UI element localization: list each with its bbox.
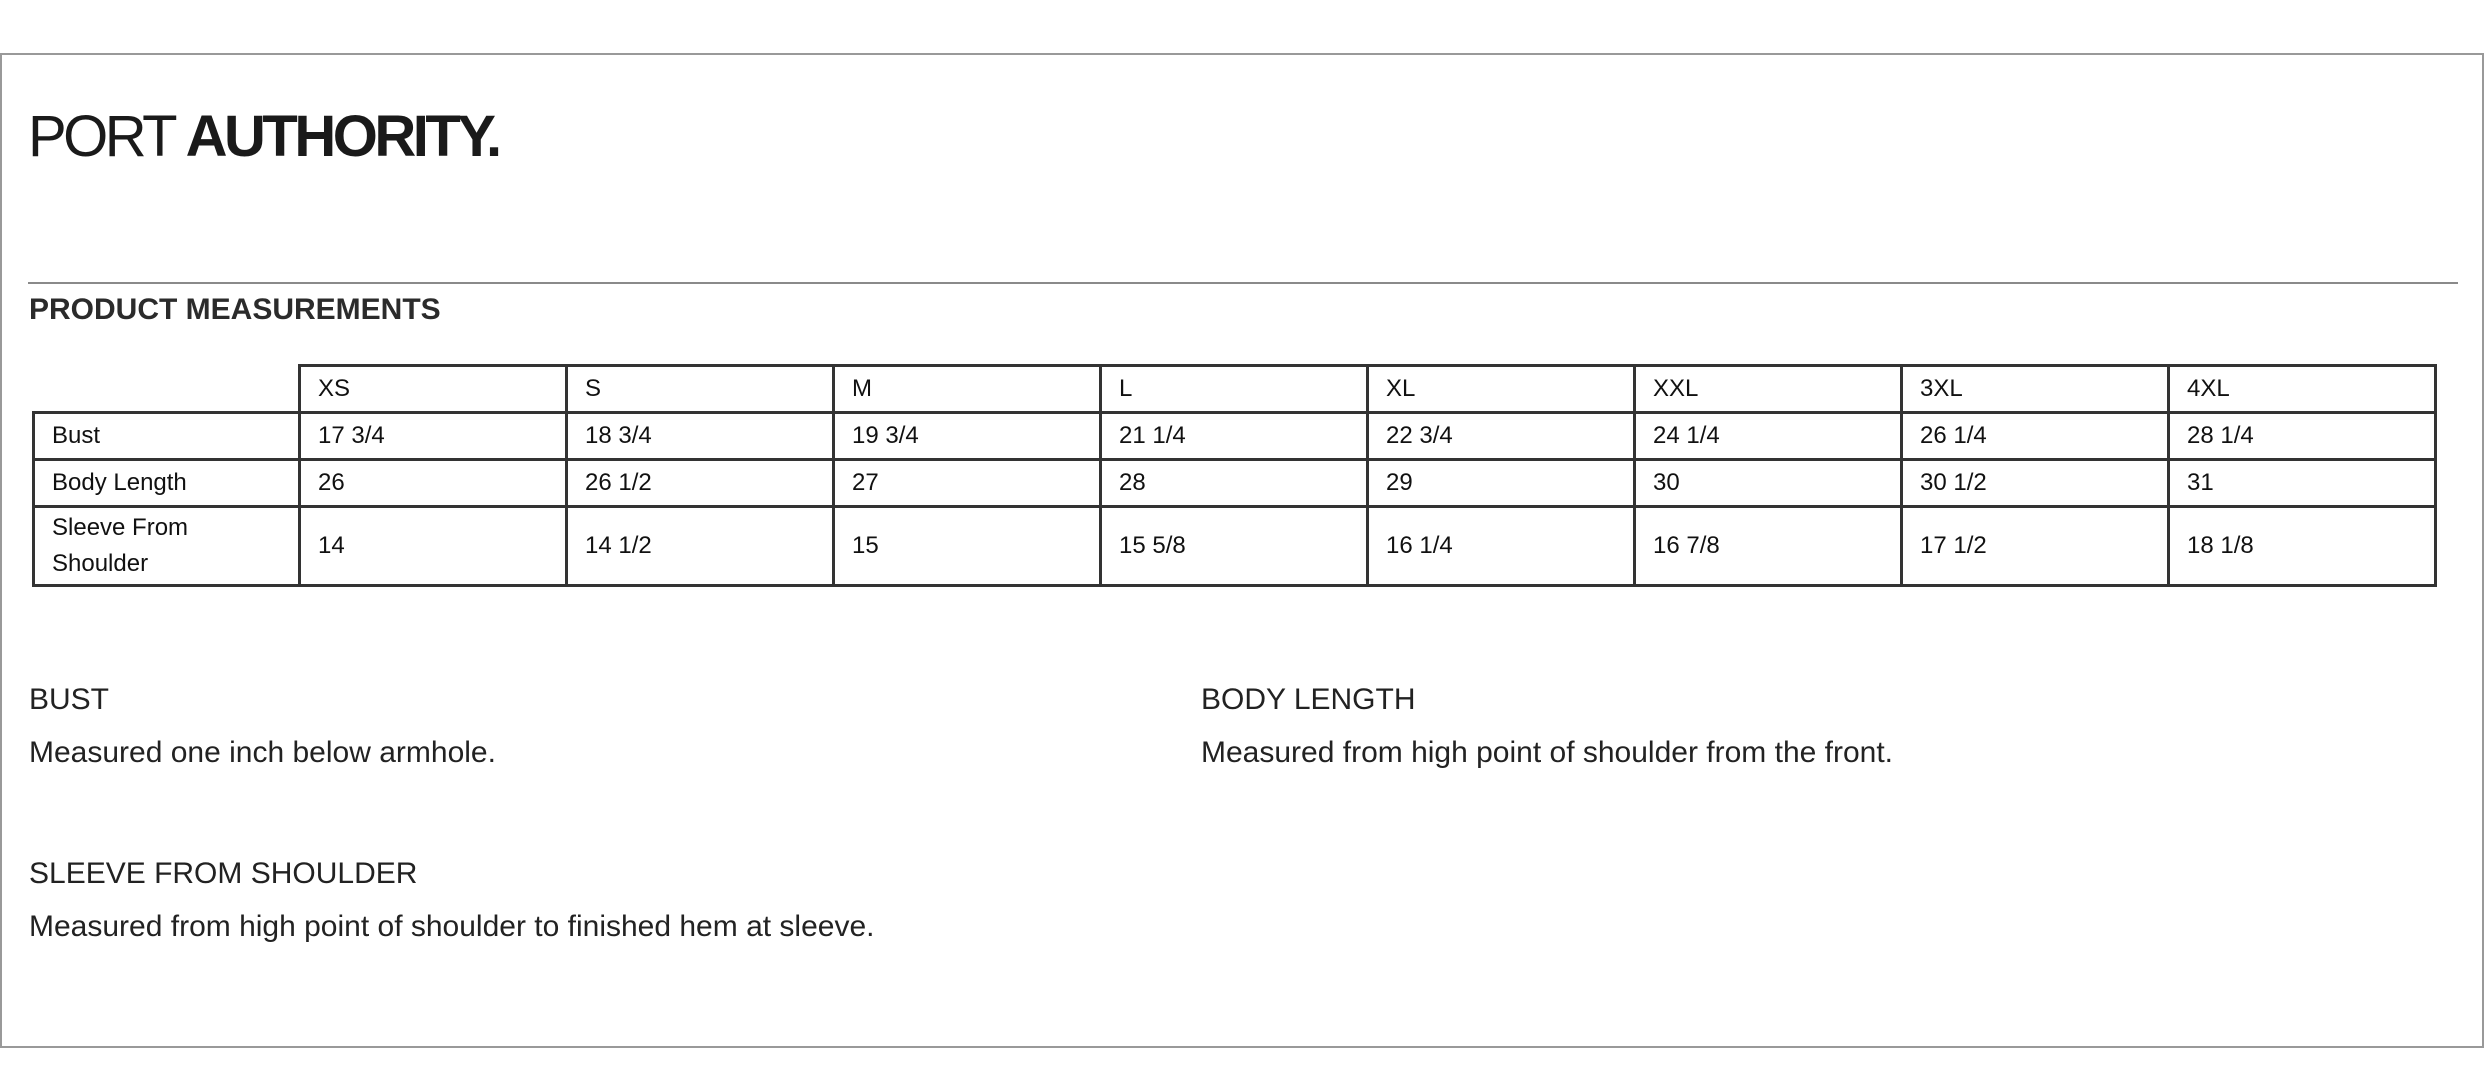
table-row-body-length: [34, 460, 2436, 507]
brand-logo-word-port: PORT: [28, 104, 174, 169]
table-row-sleeve: [34, 507, 2436, 586]
body-length-description: Measured from high point of shoulder from the front.: [1201, 736, 1894, 769]
table-cell: 14: [300, 507, 567, 586]
sleeve-heading: SLEEVE FROM SHOULDER: [29, 857, 418, 890]
table-cell: 18 1/8: [2169, 507, 2436, 586]
table-cell: 30 1/2: [1902, 460, 2169, 507]
table-corner-cell: [34, 366, 300, 413]
brand-logo-word-authority: AUTHORITY.: [185, 104, 499, 169]
table-cell: 14 1/2: [567, 507, 834, 586]
table-cell: 27: [834, 460, 1101, 507]
size-header: 4XL: [2169, 366, 2436, 413]
table-cell: 21 1/4: [1101, 413, 1368, 460]
bust-description: Measured one inch below armhole.: [29, 736, 496, 769]
table-cell: 17 1/2: [1902, 507, 2169, 586]
table-cell: 26 1/2: [567, 460, 834, 507]
table-cell: 22 3/4: [1368, 413, 1635, 460]
table-cell: 24 1/4: [1635, 413, 1902, 460]
section-divider: [28, 282, 2458, 284]
table-cell: 26 1/4: [1902, 413, 2169, 460]
size-header: M: [834, 366, 1101, 413]
table-cell: 16 7/8: [1635, 507, 1902, 586]
size-header: L: [1101, 366, 1368, 413]
table-cell: 26: [300, 460, 567, 507]
row-label: Sleeve From Shoulder: [34, 507, 300, 586]
table-cell: 31: [2169, 460, 2436, 507]
table-cell: 28 1/4: [2169, 413, 2436, 460]
size-header: XS: [300, 366, 567, 413]
table-cell: 16 1/4: [1368, 507, 1635, 586]
body-length-heading: BODY LENGTH: [1201, 683, 1416, 716]
bust-heading: BUST: [29, 683, 110, 716]
sleeve-description: Measured from high point of shoulder to finished hem at sleeve.: [29, 910, 875, 943]
measurement-table: [32, 364, 2437, 587]
table-cell: 18 3/4: [567, 413, 834, 460]
table-cell: 29: [1368, 460, 1635, 507]
section-title: PRODUCT MEASUREMENTS: [29, 293, 441, 326]
table-cell: 19 3/4: [834, 413, 1101, 460]
table-cell: 30: [1635, 460, 1902, 507]
table-cell: 15 5/8: [1101, 507, 1368, 586]
table-header-row: [34, 366, 2436, 413]
table-cell: 15: [834, 507, 1101, 586]
size-header: S: [567, 366, 834, 413]
size-header: XXL: [1635, 366, 1902, 413]
size-header: XL: [1368, 366, 1635, 413]
size-header: 3XL: [1902, 366, 2169, 413]
table-cell: 17 3/4: [300, 413, 567, 460]
brand-logo: [28, 104, 499, 169]
row-label: Bust: [34, 413, 300, 460]
row-label: Body Length: [34, 460, 300, 507]
table-cell: 28: [1101, 460, 1368, 507]
table-row-bust: [34, 413, 2436, 460]
